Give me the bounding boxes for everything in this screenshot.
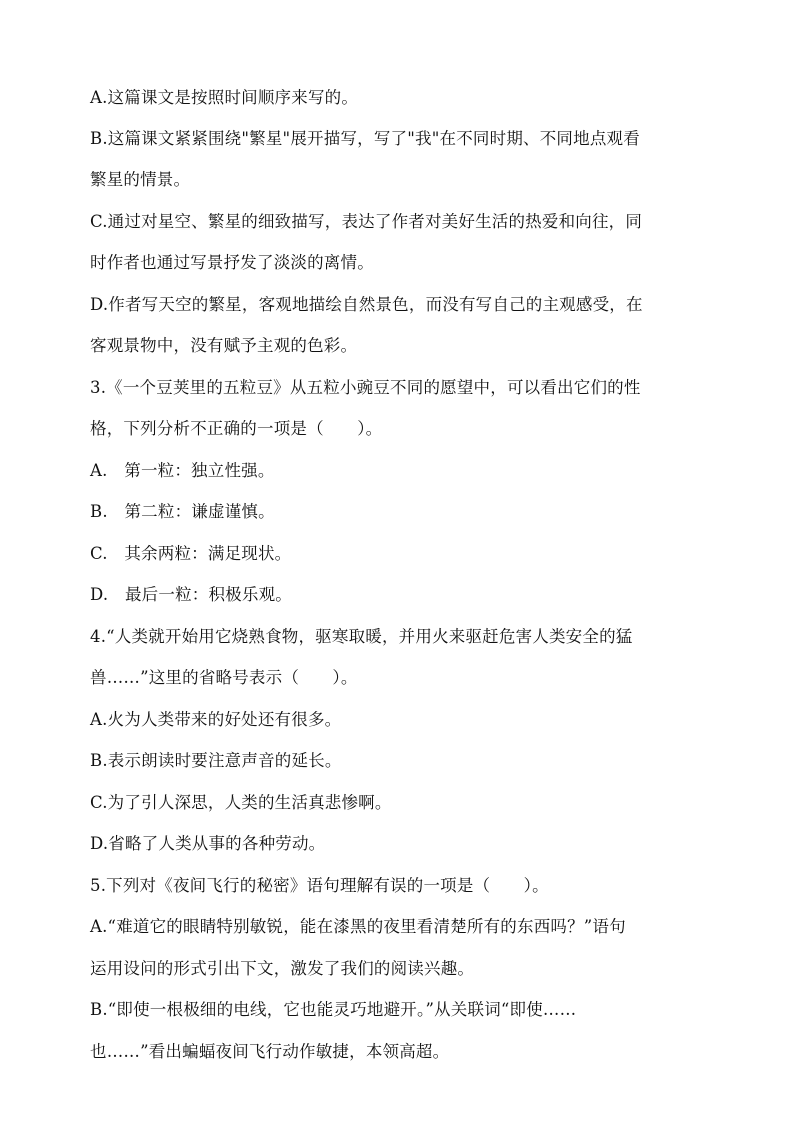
text-line-option-c-q2: C.通过对星空、繁星的细致描写，表达了作者对美好生活的热爱和向往，同 — [90, 212, 643, 231]
question-4-stem-cont: 兽……”这里的省略号表示（ ）。 — [90, 668, 358, 687]
q5-option-b: B.“即使一根极细的电线，它也能灵巧地避开。”从关联词“即使…… — [90, 1000, 577, 1019]
q3-option-d: D. 最后一粒：积极乐观。 — [90, 585, 292, 604]
q3-option-b: B. 第二粒：谦虚谨慎。 — [90, 502, 275, 521]
question-3-stem: 3.《一个豆荚里的五粒豆》从五粒小豌豆不同的愿望中，可以看出它们的性 — [90, 378, 641, 397]
q4-option-b: B.表示朗读时要注意声音的延长。 — [90, 751, 342, 770]
text-line-option-d-q2: D.作者写天空的繁星，客观地描绘自然景色，而没有写自己的主观感受，在 — [90, 295, 643, 314]
q3-option-c: C. 其余两粒：满足现状。 — [90, 544, 292, 563]
question-5-stem: 5.下列对《夜间飞行的秘密》语句理解有误的一项是（ ）。 — [90, 876, 549, 895]
q5-option-a-cont: 运用设问的形式引出下文，激发了我们的阅读兴趣。 — [90, 959, 475, 978]
text-line-option-a-q2: A.这篇课文是按照时间顺序来写的。 — [90, 88, 359, 107]
q3-option-a: A. 第一粒：独立性强。 — [90, 461, 275, 480]
text-line: 繁星的情景。 — [90, 170, 191, 189]
text-line-option-b-q2: B.这篇课文紧紧围绕"繁星"展开描写，写了"我"在不同时期、不同地点观看 — [90, 129, 640, 148]
question-3-stem-cont: 格，下列分析不正确的一项是（ ）。 — [90, 419, 383, 438]
text-line: 客观景物中，没有赋予主观的色彩。 — [90, 336, 358, 355]
q5-option-a: A.“难道它的眼睛特别敏锐，能在漆黑的夜里看清楚所有的东西吗？”语句 — [90, 917, 626, 936]
text-line: 时作者也通过写景抒发了淡淡的离情。 — [90, 253, 374, 272]
q5-option-b-cont: 也……”看出蝙蝠夜间飞行动作敏捷，本领高超。 — [90, 1042, 450, 1061]
question-4-stem: 4.“人类就开始用它烧熟食物，驱寒取暖，并用火来驱赶危害人类安全的猛 — [90, 627, 633, 646]
q4-option-c: C.为了引人深思，人类的生活真悲惨啊。 — [90, 793, 392, 812]
q4-option-a: A.火为人类带来的好处还有很多。 — [90, 710, 342, 729]
q4-option-d: D.省略了人类从事的各种劳动。 — [90, 834, 326, 853]
